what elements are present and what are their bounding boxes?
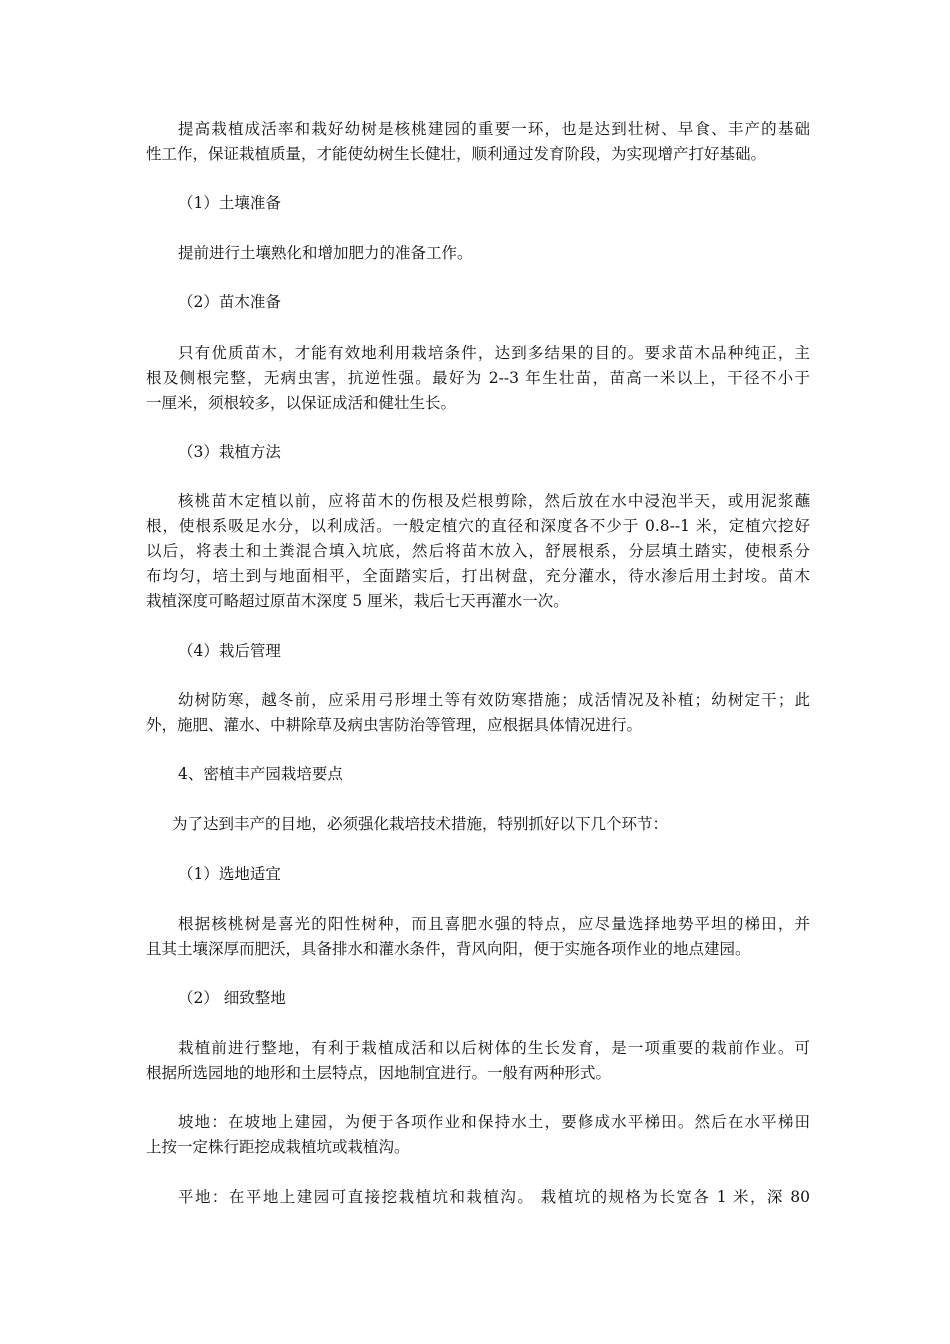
paragraph-line: 根据核桃树是喜光的阳性树种，而且喜肥水强的特点，应尽量选择地势平坦的梯田，并: [178, 915, 810, 933]
paragraph-line: 一厘米，须根较多，以保证成活和健壮生长。: [146, 394, 457, 412]
section-heading: （2）苗木准备: [178, 293, 281, 311]
section-heading: （1）土壤准备: [178, 194, 281, 212]
paragraph-line: 根，使根系吸足水分，以利成活。一般定植穴的直径和深度各不少于 0.8--1 米，定植穴挖好: [146, 517, 810, 535]
paragraph-line: 提前进行土壤熟化和增加肥力的准备工作。: [178, 244, 473, 262]
paragraph-line: 为了达到丰产的目地，必须强化栽培技术措施，特别抓好以下几个环节：: [172, 815, 669, 833]
paragraph-line: 根据所选园地的地形和土层特点，因地制宜进行。一般有两种形式。: [146, 1064, 612, 1082]
paragraph-line: 平地：在平地上建园可直接挖栽植坑和栽植沟。 栽植坑的规格为长宽各 1 米，深 80: [178, 1188, 810, 1206]
section-heading: （2） 细致整地: [178, 989, 286, 1007]
section-heading: （3）栽植方法: [178, 443, 281, 461]
section-heading: （4）栽后管理: [178, 642, 281, 660]
paragraph-line: 且其土壤深厚而肥沃，具备排水和灌水条件，背风向阳，便于实施各项作业的地点建园。: [146, 940, 751, 958]
paragraph-line: 布均匀，培土到与地面相平，全面踏实后，打出树盘，充分灌水，待水渗后用土封垵。苗木: [146, 567, 810, 585]
paragraph-line: 提高栽植成活率和栽好幼树是核桃建园的重要一环，也是达到壮树、早食、丰产的基础: [178, 120, 810, 138]
paragraph-line: 只有优质苗木，才能有效地利用栽培条件，达到多结果的目的。要求苗木品种纯正，主: [178, 344, 810, 362]
paragraph-line: 核桃苗木定植以前，应将苗木的伤根及烂根剪除，然后放在水中浸泡半天，或用泥浆蘸: [178, 492, 810, 510]
paragraph-line: 栽植前进行整地，有利于栽植成活和以后树体的生长发育，是一项重要的栽前作业。可: [178, 1039, 810, 1057]
paragraph-line: 栽植深度可略超过原苗木深度 5 厘米，栽后七天再灌水一次。: [146, 592, 569, 610]
section-heading: （1）选地适宜: [178, 865, 281, 883]
paragraph-line: 以后，将表土和土粪混合填入坑底，然后将苗木放入，舒展根系，分层填土踏实，使根系分: [146, 542, 810, 560]
paragraph-line: 上按一定株行距挖成栽植坑或栽植沟。: [146, 1138, 410, 1156]
paragraph-line: 坡地：在坡地上建园，为便于各项作业和保持水土，要修成水平梯田。然后在水平梯田: [178, 1113, 810, 1131]
paragraph-line: 外，施肥、灌水、中耕除草及病虫害防治等管理，应根据具体情况进行。: [146, 716, 643, 734]
paragraph-line: 根及侧根完整，无病虫害，抗逆性强。最好为 2--3 年生壮苗，苗高一米以上，干径不小于: [146, 369, 810, 387]
paragraph-line: 性工作，保证栽植质量，才能使幼树生长健壮，顺利通过发育阶段，为实现增产打好基础。: [146, 145, 767, 163]
section-heading: 4、密植丰产园栽培要点: [178, 765, 343, 783]
paragraph-line: 幼树防寒，越冬前，应采用弓形埋土等有效防寒措施；成活情况及补植；幼树定干；此: [178, 691, 810, 709]
